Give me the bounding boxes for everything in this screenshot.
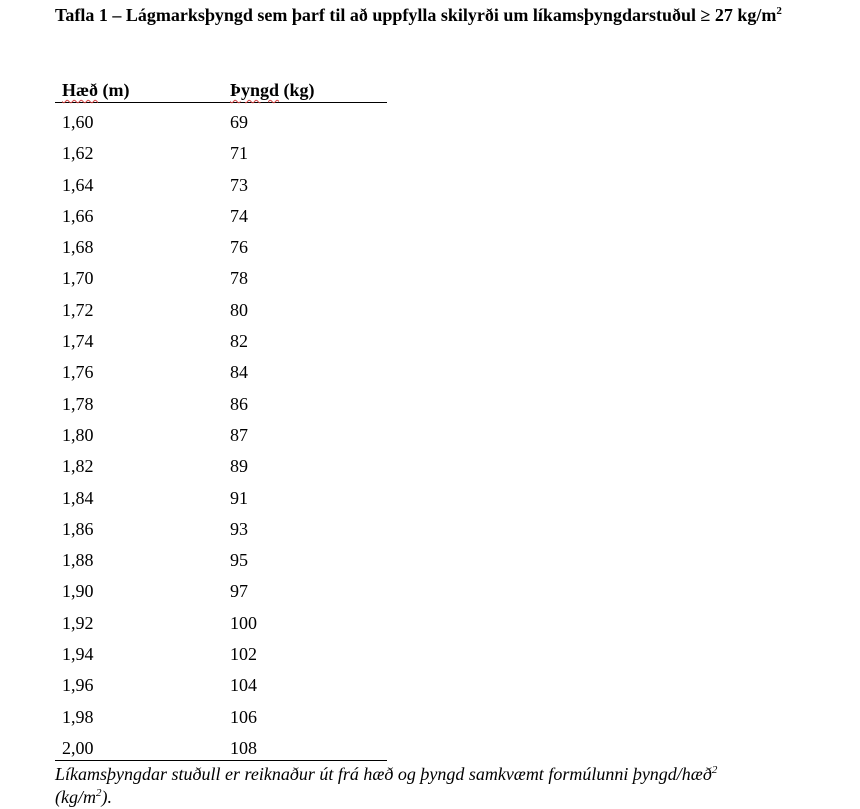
cell-weight: 91 [230,487,248,508]
table-row [55,416,387,447]
cell-height: 1,96 [62,675,94,696]
table-row [55,228,387,259]
header-weight [230,80,315,101]
table-caption [55,763,815,809]
table-row [55,729,387,761]
cell-weight: 108 [230,737,257,758]
cell-height: 1,98 [62,706,94,727]
table-row [55,666,387,697]
cell-height: 1,74 [62,331,94,352]
bmi-table [55,78,387,761]
cell-height: 1,68 [62,237,94,258]
cell-height: 1,60 [62,112,94,132]
table-row [55,447,387,478]
table-row [55,134,387,165]
cell-height: 1,82 [62,456,94,477]
table-title-text: Tafla 1 – Lágmarksþyngd sem þarf til að uppfylla skilyrði um líkamsþyngdarstuðul ≥ 27 kg/m [55,5,777,25]
cell-weight: 102 [230,644,257,665]
cell-weight: 106 [230,706,257,727]
caption-text-a: Líkamsþyngdar stuðull er reiknaður út frá hæð og þyngd samkvæmt formúlunni þyngd/hæð [55,764,712,784]
cell-weight: 86 [230,393,248,414]
cell-height: 1,70 [62,268,94,289]
table-row [55,166,387,197]
cell-weight: 82 [230,331,248,352]
table-row [55,353,387,384]
table-row [55,197,387,228]
table-row [55,291,387,322]
cell-height: 1,94 [62,644,94,665]
header-height-label: Hæð [62,80,98,100]
table-row [55,103,387,134]
cell-height: 1,76 [62,362,94,383]
caption-sup-a: 2 [711,764,718,776]
cell-height: 1,80 [62,424,94,445]
cell-weight: 74 [230,205,248,226]
table-row [55,385,387,416]
table-row [55,479,387,510]
cell-height: 1,92 [62,612,94,633]
table-row [55,541,387,572]
cell-height: 1,86 [62,518,94,539]
cell-weight: 87 [230,424,248,445]
table-row [55,698,387,729]
cell-weight: 73 [230,174,248,195]
cell-weight: 78 [230,268,248,289]
cell-height: 1,78 [62,393,94,414]
table-title-superscript: 2 [776,5,782,17]
table-row [55,322,387,353]
table-body [55,103,387,761]
caption-text-b: (kg/m [55,787,96,807]
cell-weight: 84 [230,362,248,383]
cell-height: 1,66 [62,205,94,226]
caption-text-c: ). [101,787,112,807]
cell-weight: 97 [230,581,248,602]
cell-height: 1,72 [62,299,94,320]
cell-height: 1,64 [62,174,94,195]
cell-weight: 95 [230,550,248,571]
header-weight-unit: (kg) [283,80,315,100]
table-title [55,3,840,28]
cell-weight: 93 [230,518,248,539]
cell-weight: 76 [230,237,248,258]
cell-weight: 89 [230,456,248,477]
cell-height: 2,00 [62,737,94,758]
cell-weight: 104 [230,675,257,696]
table-row [55,510,387,541]
header-height [62,80,129,101]
cell-height: 1,90 [62,581,94,602]
table-header-row [55,78,387,103]
cell-weight: 71 [230,143,248,164]
caption-sup-b: 2 [95,787,102,799]
cell-height: 1,88 [62,550,94,571]
cell-height: 1,84 [62,487,94,508]
cell-weight: 80 [230,299,248,320]
header-weight-label: Þyngd [230,80,280,100]
table-row [55,572,387,603]
cell-weight: 69 [230,112,248,132]
table-row [55,604,387,635]
header-height-unit: (m) [102,80,130,100]
cell-weight: 100 [230,612,257,633]
cell-height: 1,62 [62,143,94,164]
table-row [55,259,387,290]
table-row [55,635,387,666]
